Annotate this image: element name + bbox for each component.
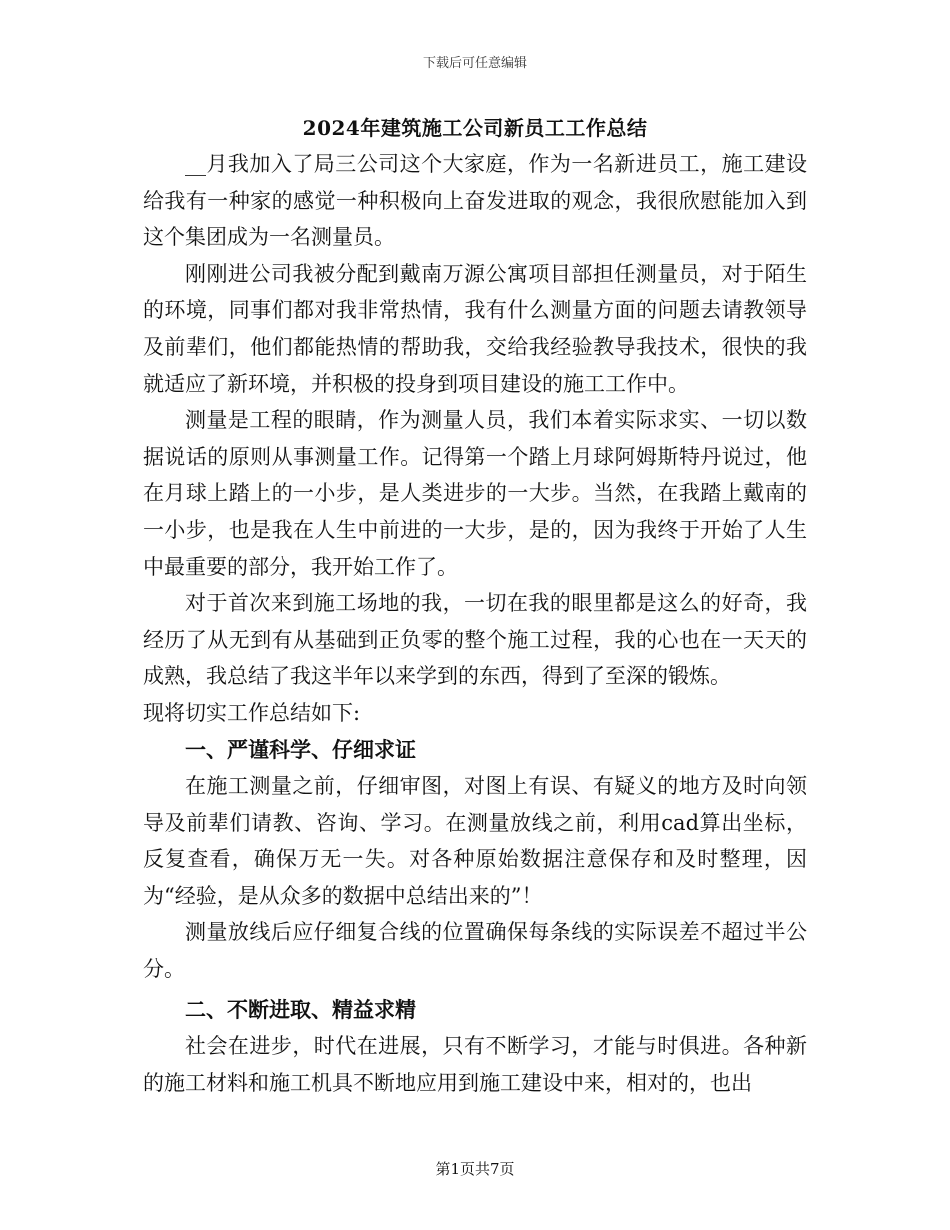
paragraph-3: 测量是工程的眼睛，作为测量人员，我们本着实际求实、一切以数据说话的原则从事测量工作。记得第一个踏上月球阿姆斯特丹说过，他在月球上踏上的一小步，是人类进步的一大步。当然，在我踏上戴南的一小步，也是我在人生中前进的一大步，是的，因为我终于开始了人生中最重要的部分，我开始工作了。 (143, 408, 807, 579)
paragraph-4: 对于首次来到施工场地的我，一切在我的眼里都是这么的好奇，我经历了从无到有从基础到正负零的整个施工过程，我的心也在一天天的成熟，我总结了我这半年以来学到的东西，得到了至深的锻炼。 (143, 591, 807, 689)
paragraph-4-summary-intro: 现将切实工作总结如下: (143, 700, 361, 725)
paragraph-2: 刚刚进公司我被分配到戴南万源公寓项目部担任测量员，对于陌生的环境，同事们都对我非常热情，我有什么测量方面的问题去请教领导及前辈们，他们都能热情的帮助我，交给我经验教导我技术，很快的我就适应了新环境，并积极的投身到项目建设的施工工作中。 (143, 261, 807, 396)
document-body (143, 146, 807, 1101)
section-heading-2: 二、不断进取、精益求精 (185, 996, 416, 1022)
paragraph-7: 社会在进步，时代在进展，只有不断学习，才能与时俱进。各种新的施工材料和施工机具不断地应用到施工建设中来，相对的，也出 (143, 1034, 807, 1095)
document-title: 2024年建筑施工公司新员工工作总结 (302, 116, 648, 140)
section-heading-1: 一、严谨科学、仔细求证 (185, 736, 416, 762)
page-number: 第1页共7页 (435, 1160, 515, 1178)
paragraph-1: __月我加入了局三公司这个大家庭，作为一名新进员工，施工建设给我有一种家的感觉一种积极向上奋发进取的观念，我很欣慰能加入到这个集团成为一名测量员。 (143, 152, 807, 250)
paragraph-6: 测量放线后应仔细复合线的位置确保每条线的实际误差不超过半公分。 (143, 920, 807, 982)
header-note: 下载后可任意编辑 (422, 56, 527, 71)
paragraph-5: 在施工测量之前，仔细审图，对图上有误、有疑义的地方及时向领导及前辈们请教、咨询、学习。在测量放线之前，利用cad算出坐标，反复查看，确保万无一失。对各种原始数据注意保存和及时整理，因为“经验，是从众多的数据中总结出来的”！ (143, 774, 807, 908)
